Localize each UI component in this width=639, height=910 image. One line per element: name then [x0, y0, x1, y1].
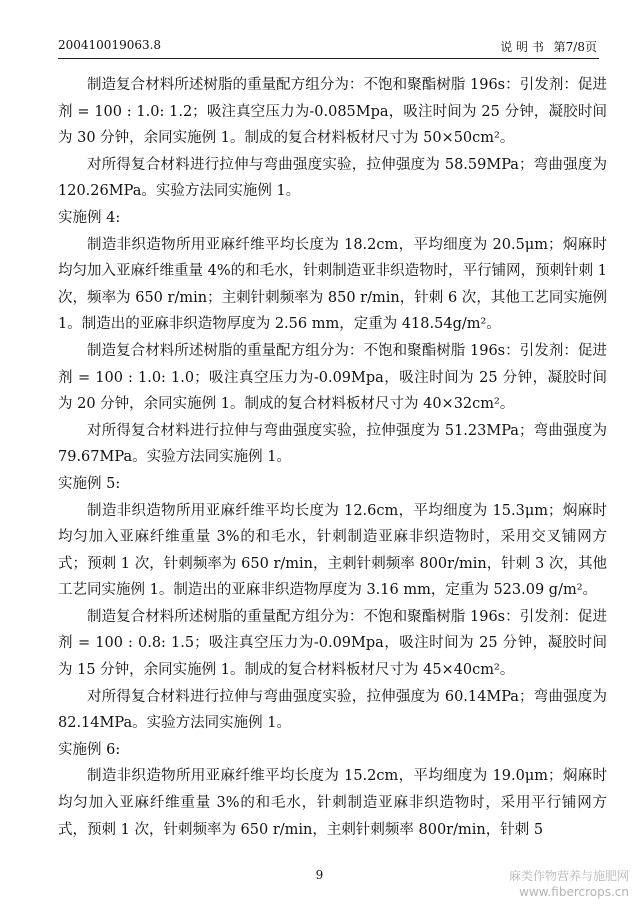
document-type: 说 明 书 — [500, 40, 544, 54]
header-rule — [58, 58, 599, 59]
body-paragraph: 制造复合材料所述树脂的重量配方组分为：不饱和聚酯树脂 196s：引发剂：促进剂 = 100 : 0.8: 1.5；吸注真空压力为-0.09Mpa，吸注时间为 25 分钟，凝胶时间为 15 分钟，余同实施例 1。制成的复合材料板材尺寸为 45×40cm²。 — [58, 608, 607, 679]
header-right — [494, 38, 597, 55]
section-heading: 实施例 5: — [58, 475, 121, 492]
document-number: 200410019063.8 — [58, 38, 162, 52]
document-body — [58, 72, 607, 843]
body-paragraph: 制造非织造物所用亚麻纤维平均长度为 15.2cm，平均细度为 19.0μm；焖麻时均匀加入亚麻纤维重量 3%的和毛水，针刺制造亚麻非织造物时，采用平行铺网方式，预刺 1 次，针刺频率为 650 r/min，主刺针刺频率 800r/min，针刺 5 — [58, 768, 607, 838]
section-heading: 实施例 4: — [58, 209, 121, 226]
body-paragraph: 对所得复合材料进行拉伸与弯曲强度实验，拉伸强度为 58.59MPa；弯曲强度为 120.26MPa。实验方法同实施例 1。 — [58, 156, 607, 200]
body-paragraph: 制造非织造物所用亚麻纤维平均长度为 18.2cm，平均细度为 20.5μm；焖麻时均匀加入亚麻纤维重量 4%的和毛水，针刺制造亚非织造物时，平行铺网，预刺针刺 1 次，频率为 650 r/min；主刺针刺频率为 850 r/min，针刺 6 次，其他工艺同实施例 1。制造出的亚麻非织造物厚度为 2.56 mm，定重为 418.54g/m²。 — [58, 236, 607, 333]
body-paragraph: 对所得复合材料进行拉伸与弯曲强度实验，拉伸强度为 51.23MPa；弯曲强度为 79.67MPa。实验方法同实施例 1。 — [58, 422, 607, 466]
watermark — [509, 868, 629, 900]
section-heading: 实施例 6: — [58, 741, 121, 758]
page-label: 第7/8页 — [553, 40, 597, 54]
page-header — [58, 38, 597, 55]
body-paragraph: 对所得复合材料进行拉伸与弯曲强度实验，拉伸强度为 60.14MPa；弯曲强度为 82.14MPa。实验方法同实施例 1。 — [58, 688, 607, 732]
watermark-url: www.fibercrops.cn — [519, 885, 629, 899]
body-paragraph: 制造复合材料所述树脂的重量配方组分为：不饱和聚酯树脂 196s：引发剂：促进剂 = 100 : 1.0: 1.0；吸注真空压力为-0.09Mpa，吸注时间为 25 分钟，凝胶时间为 20 分钟，余同实施例 1。制成的复合材料板材尺寸为 40×32cm²。 — [58, 342, 607, 413]
watermark-title: 麻类作物营养与施肥网 — [508, 869, 629, 883]
body-paragraph: 制造非织造物所用亚麻纤维平均长度为 12.6cm，平均细度为 15.3μm；焖麻时均匀加入亚麻纤维重量 3%的和毛水，针刺制造亚麻非织造物时，采用交叉铺网方式；预刺 1 次，针刺频率为 650 r/min，主刺针刺频率 800r/min，针刺 3 次，其他工艺同实施例 1。制造出的亚麻非织造物厚度为 3.16 mm，定重为 523.09 g/m²。 — [58, 502, 607, 599]
body-paragraph: 制造复合材料所述树脂的重量配方组分为：不饱和聚酯树脂 196s：引发剂：促进剂 = 100 : 1.0: 1.2；吸注真空压力为-0.085Mpa，吸注时间为 25 分钟，凝胶时间为 30 分钟，余同实施例 1。制成的复合材料板材尺寸为 50×50cm²。 — [58, 77, 607, 147]
page-number: 9 — [315, 868, 324, 882]
